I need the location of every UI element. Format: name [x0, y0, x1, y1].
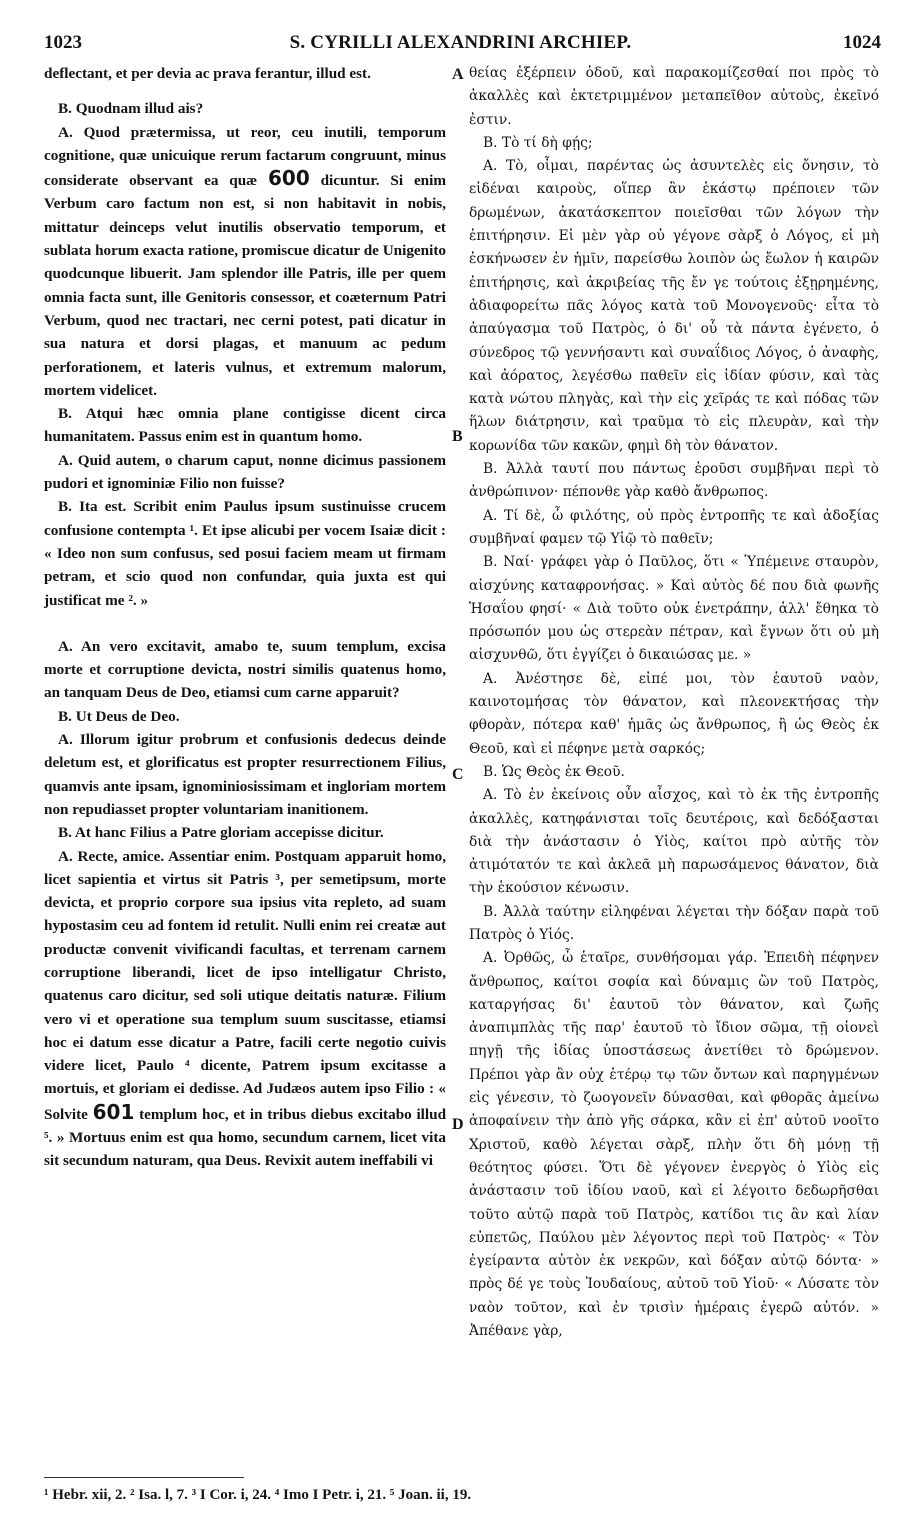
latin-paragraph: A. Recte, amice. Assentiar enim. Postquam apparuit homo, licet sapientia et virtus sit Patris ³, per semetipsum, morte devicta, et proprio corpore sua ipsius vita repleto, ad suam hypostasim ceu ad fontem id retulit. Nulli enim rei creatæ aut productæ convenit vivificandi facultas, et terrenam carnem corruptione liberandi, licet de ipso intelligatur Christo, quatenus caro dicitur, sed soli utique deitatis naturæ. Filium vero vi et operatione sua templum suum suscitasse, etiamsi hoc ei datum esse dicatur a Patre, facili certe negotio cuivis videre licet, Paulo ⁴ dicente, Patrem ipsum excitasse a mortuis, et gloriam ei dedisse. Ad Judæos autem ipso Filio : « Solvite 601 templum hoc, et in tribus diebus excitabo illud ⁵. » Mortuus enim est qua homo, secundum carnem, licet vita sit secundum naturam, qua Deus. Revixit autem ineffabili vi: [44, 847, 447, 1170]
latin-paragraph: A. Quod prætermissa, ut reor, ceu inutili, temporum cognitione, quæ unicuique rerum factarum congruunt, minus considerate observant ea quæ 600 dicuntur. Si enim Verbum caro factum non est, si non habitavit in nobis, mittatur deinceps velut inutilis observatio temporum, et sublata horum exacta ratione, promiscue dicatur de Unigenito quodcunque libuerit. Jam splendor ille Patris, ille per quem omnia facta sunt, ille Genitoris consessor, et coæternum Patri Verbum, quod nec tractari, nec cerni potest, pati dicatur in sua natura et dorsi plagas, et manuum ac pedum perforationem, et lateris vulnus, et extremum malorum, mortem videlicet.: [44, 123, 446, 399]
section-marker-b: B: [452, 428, 463, 445]
page-number-left: 1023: [44, 32, 82, 53]
latin-paragraph: A. Quid autem, o charum caput, nonne dicimus passionem pudori et ignominiæ Filio non fuisse?: [44, 451, 446, 493]
footnotes: ¹ Hebr. xii, 2. ² Isa. l, 7. ³ I Cor. i, 24. ⁴ Imo I Petr. i, 21. ⁵ Joan. ii, 19.: [44, 1487, 472, 1503]
greek-paragraph: Α. Ἀνέστησε δὲ, εἰπέ μοι, τὸν ἑαυτοῦ ναὸν, καινοτομήσας τὸν θάνατον, καὶ πλεονεκτήσας τὴν φθορὰν, πότερα καθ' ἡμᾶς ὡς ἄνθρωπος, ἢ ὡς Θεὸς ἐκ Θεοῦ, καὶ εἰ πέφηνε μετὰ σαρκός;: [469, 670, 879, 757]
page-header: [40, 32, 881, 58]
latin-paragraph: A. An vero excitavit, amabo te, suum templum, excisa morte et corruptione devicta, nostri similis quatenus homo, an tanquam Deus de Deo, etiamsi cum carne apparuit?: [44, 637, 446, 702]
page-number-right: 1024: [843, 32, 881, 53]
latin-paragraph: A. Illorum igitur probrum et confusionis dedecus deinde deletum est, et glorificatus est propter resurrectionem Filius, quamvis ante ipsam, ignominiosissimam et ingloriam mortem non repudiasset propter voluntariam inanitionem.: [44, 731, 446, 818]
running-title: S. CYRILLI ALEXANDRINI ARCHIEP.: [289, 32, 632, 53]
latin-paragraph: B. Ut Deus de Deo.: [58, 707, 180, 725]
greek-paragraph: Α. Τί δὲ, ὦ φιλότης, οὐ πρὸς ἐντροπῆς τε καὶ ἀδοξίας συμβῆναί φαμεν τῷ Υἱῷ τὸ παθεῖν;: [469, 507, 879, 547]
greek-paragraph: Α. Τὸ, οἶμαι, παρέντας ὡς ἀσυντελὲς εἰς ὄνησιν, τὸ εἰδέναι καιροὺς, οἵπερ ἂν ἑκάστῳ πρέποιεν τῶν δρωμένων, ἀκατάσκεπτον ποιεῖσθαι τῶν λόγων τὴν ἐπιτήρησιν. Εἰ μὲν γὰρ οὐ γέγονε σὰρξ ὁ Λόγος, εἰ μὴ ἐσκήνωσεν ἐν ἡμῖν, παρείσθω λοιπὸν ὡς ἔωλον ἡ καιρῶν ἐπιτήρησις, καὶ ἀκριβείας τῆς ἔν γε τούτοις ἐξῃρημένης, ἀδιαφορείτω πᾶς λόγος κατὰ τοῦ Μονογενοῦς· εἶτα τὸ ἀπαύγασμα τοῦ Πατρὸς, ὁ δι' οὗ τὰ πάντα ἐγένετο, ὁ σύνεδρος τῷ γεννήσαντι καὶ συναΐδιος Λόγος, ὁ ἀναφὴς, καὶ ἀόρατος, λεγέσθω παθεῖν εἰς ἰδίαν φύσιν, καὶ τὰς κατὰ νώτου πληγὰς, καὶ τὴν εἰς χεῖράς τε καὶ πόδας τῶν ἥλων διάτρησιν, καὶ τραῦμα τὸ εἰς πλευρὰν, καὶ τὴν κορωνίδα τῶν κακῶν, φημὶ δὴ τὸν θάνατον.: [469, 158, 879, 454]
section-marker-d: D: [452, 1116, 464, 1133]
greek-paragraph: Β. Ἀλλὰ ταύτην εἰληφέναι λέγεται τὴν δόξαν παρὰ τοῦ Πατρὸς ὁ Υἱός.: [469, 903, 879, 943]
greek-paragraph: Β. Ναί· γράφει γὰρ ὁ Παῦλος, ὅτι « Ὑπέμεινε σταυρὸν, αἰσχύνης καταφρονήσας. » Καὶ αὐτὸς δέ που διὰ φωνῆς Ἡσαΐου φησί· « Διὰ τοῦτο οὐκ ἐνετράπην, ἀλλ' ἔθηκα τὸ πρόσωπόν μου ὡς στερεὰν πέτραν, καὶ ἔγνων ὅτι οὐ μὴ αἰσχυνθῶ, ὅτι ἐγγίζει ὁ δικαιώσας με. »: [469, 554, 879, 664]
greek-column: [469, 62, 879, 1343]
section-marker-a: A: [452, 66, 464, 83]
section-marker-c: C: [452, 766, 464, 783]
latin-paragraph: B. At hanc Filius a Patre gloriam accepisse dicitur.: [58, 824, 384, 842]
latin-paragraph: B. Atqui hæc omnia plane contigisse dicent circa humanitatem. Passus enim est in quantum homo.: [44, 405, 446, 446]
latin-column: [44, 62, 446, 1173]
greek-paragraph: Β. Ἀλλὰ ταυτί που πάντως ἐροῦσι συμβῆναι περὶ τὸ ἀνθρώπινον· πέπονθε γὰρ καθὸ ἄνθρωπος.: [469, 461, 879, 501]
greek-paragraph: θείας ἐξέρπειν ὁδοῦ, καὶ παρακομίζεσθαί ποι πρὸς τὸ ἀκαλλὲς καὶ ἐκτετριμμένον μεταπεῖθον αὐτοὺς, ἐκεῖνό ἐστιν.: [469, 65, 879, 128]
footnote-rule: [44, 1477, 244, 1478]
latin-paragraph: B. Quodnam illud ais?: [58, 100, 204, 118]
latin-paragraph: deflectant, et per devia ac prava ferantur, illud est.: [44, 65, 371, 82]
margin-number-600: 600: [268, 166, 310, 191]
greek-paragraph: Α. Τὸ ἐν ἐκείνοις οὖν αἶσχος, καὶ τὸ ἐκ τῆς ἐντροπῆς ἀκαλλὲς, κατηφάνισται τοῖς δευτέροις, καὶ δεδόξασται διὰ τὴν ἀνάστασιν ὁ Υἱὸς, καίτοι πρὸ αὐτῆς τὸν ἀτιμότατόν τε καὶ ἀκλεᾶ μὴ παρωσάμενος θάνατον, διὰ τὴν ἑκούσιον κένωσιν.: [469, 787, 879, 897]
latin-paragraph: B. Ita est. Scribit enim Paulus ipsum sustinuisse crucem confusione contempta ¹. Et ipse alicubi per vocem Isaiæ dicit : « Ideo non sum confusus, sed posui faciem meam ut firmam petram, et scio quod non confundar, quia juxta est qui justificat me ². »: [44, 498, 446, 609]
greek-paragraph: Β. Τὸ τί δὴ φῄς;: [483, 134, 593, 151]
margin-number-601: 601: [92, 1099, 135, 1124]
greek-paragraph: Α. Ὀρθῶς, ὦ ἑταῖρε, συνθήσομαι γάρ. Ἐπειδὴ πέφηνεν ἄνθρωπος, καίτοι σοφία καὶ δύναμις ὢν τοῦ Πατρὸς, καταργήσας δι' ἑαυτοῦ τὸν θάνατον, καὶ ζωῆς ἀναπιμπλὰς τῆς παρ' ἑαυτοῦ τὸ ἴδιον σῶμα, τῇ οἱονεὶ πηγῇ τῆς ἰδίας ὑποστάσεως ἀνετίθει τὸ δρώμενον. Πρέποι γὰρ ἂν οὐχ ἑτέρῳ τῳ τῶν ὄντων καὶ παρηγμένων εἰς γένεσιν, τὸ ζωογονεῖν δύνασθαι, καὶ φθορᾶς ἀμείνω ἀποφαίνειν τὴν ἀπὸ γῆς σάρκα, κἂν εἰ ἐπ' αὐτοῦ νοοῖτο Χριστοῦ, καθὸ λέγεται σὰρξ, πλὴν ὅτι δὴ μόνῃ τῇ θεότητος φύσει. Ὅτι δὲ γέγονεν ἐνεργὸς ὁ Υἱὸς εἰς ἀνάστασιν τοῦ ἰδίου ναοῦ, καὶ εἰ λέγοιτο δεδωρῆσθαι τοῦτο αὐτῷ παρὰ τοῦ Πατρὸς, κατίδοι τις ἂν καὶ λίαν εὐπετῶς, Παύλου μὲν λέγοντος περὶ τοῦ Πατρὸς· « Τὸν ἐγείραντα αὐτὸν ἐκ νεκρῶν, καὶ δόξαν αὐτῷ δόντα· » πρὸς δέ γε τοὺς Ἰουδαίους, αὐτοῦ τοῦ Υἱοῦ· « Λύσατε τὸν ναὸν τοῦτον, καὶ ἐν τρισὶν ἡμέραις ἐγερῶ αὐτόν. » Ἀπέθανε γὰρ,: [469, 950, 879, 1340]
greek-paragraph: Β. Ὡς Θεὸς ἐκ Θεοῦ.: [483, 763, 625, 780]
